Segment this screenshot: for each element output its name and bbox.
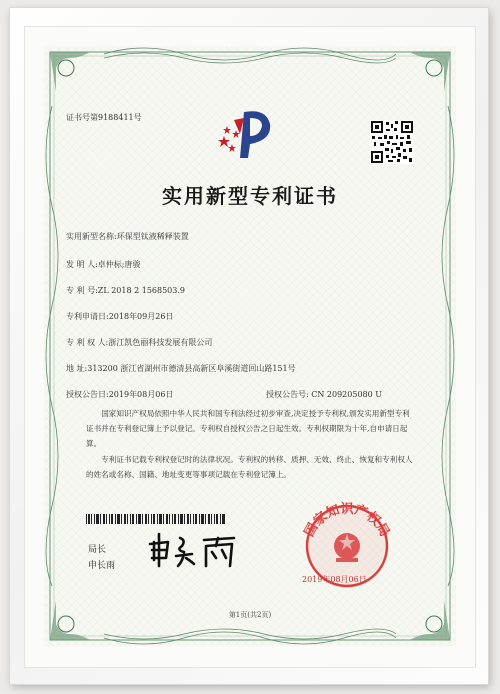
field-value: 卓仲标;唐骏 <box>97 260 141 269</box>
field-patent-number <box>66 285 185 296</box>
field-value: 313200 浙江省湖州市德清县高新区阜溪街道回山路151号 <box>87 364 296 373</box>
field-inventor <box>66 259 140 270</box>
seal-date: 2019年08月06日 <box>302 575 367 584</box>
barcode-icon <box>86 514 226 524</box>
certificate-title: 实用新型专利证书 <box>162 184 338 208</box>
field-value: ZL 2018 2 1568503.9 <box>97 286 185 295</box>
field-label: 专 利 号: <box>66 286 98 295</box>
field-label: 授权公告日: <box>66 390 109 399</box>
qr-code-icon <box>370 120 414 164</box>
field-grant-date <box>66 389 173 400</box>
field-label: 发 明 人: <box>66 260 98 269</box>
field-label: 地 址: <box>66 364 88 373</box>
field-label: 专 利 权 人: <box>66 338 109 347</box>
field-label: 实用新型名称: <box>66 232 117 241</box>
cnipa-logo-icon <box>214 106 280 162</box>
field-grant-publication-number: 授权公告号: CN 209205080 U <box>266 390 382 399</box>
field-label: 专利申请日: <box>66 312 109 321</box>
paragraph-legal-status: 专利证书记载专利权登记时的法律状况。专利权的转移、质押、无效、终止、恢复和专利权人的姓名或名称、国籍、地址变更等事项记载在专利登记簿上。 <box>86 455 413 479</box>
director-name: 申长雨 <box>88 561 116 571</box>
director-signature <box>146 528 242 570</box>
certificate-number: 证书号第9188411号 <box>66 113 142 122</box>
field-address <box>66 363 296 374</box>
field-value: 2018年09月26日 <box>108 312 174 321</box>
director-title: 局长 <box>88 545 107 555</box>
field-patentee <box>66 337 212 348</box>
seal-text: 国家知识产权局 <box>301 502 393 540</box>
field-value: 2019年08月06日 <box>108 390 174 399</box>
certificate-paper <box>44 46 456 646</box>
paragraph-grant-statement: 国家知识产权局依照中华人民共和国专利法经过初步审查,决定授予专利权,颁发实用新型专利证书并在专利登记簿上予以登记。专利权自授权公告之日起生效。专利权期限为十年,自申请日起算。 <box>86 409 410 448</box>
field-value: 环保型钛液稀释装置 <box>116 232 189 241</box>
field-application-date <box>66 311 173 322</box>
field-utility-model-name <box>66 231 189 242</box>
page-footer: 第1页(共2页) <box>228 611 272 619</box>
field-value: 浙江凯色丽科技发展有限公司 <box>108 338 213 347</box>
